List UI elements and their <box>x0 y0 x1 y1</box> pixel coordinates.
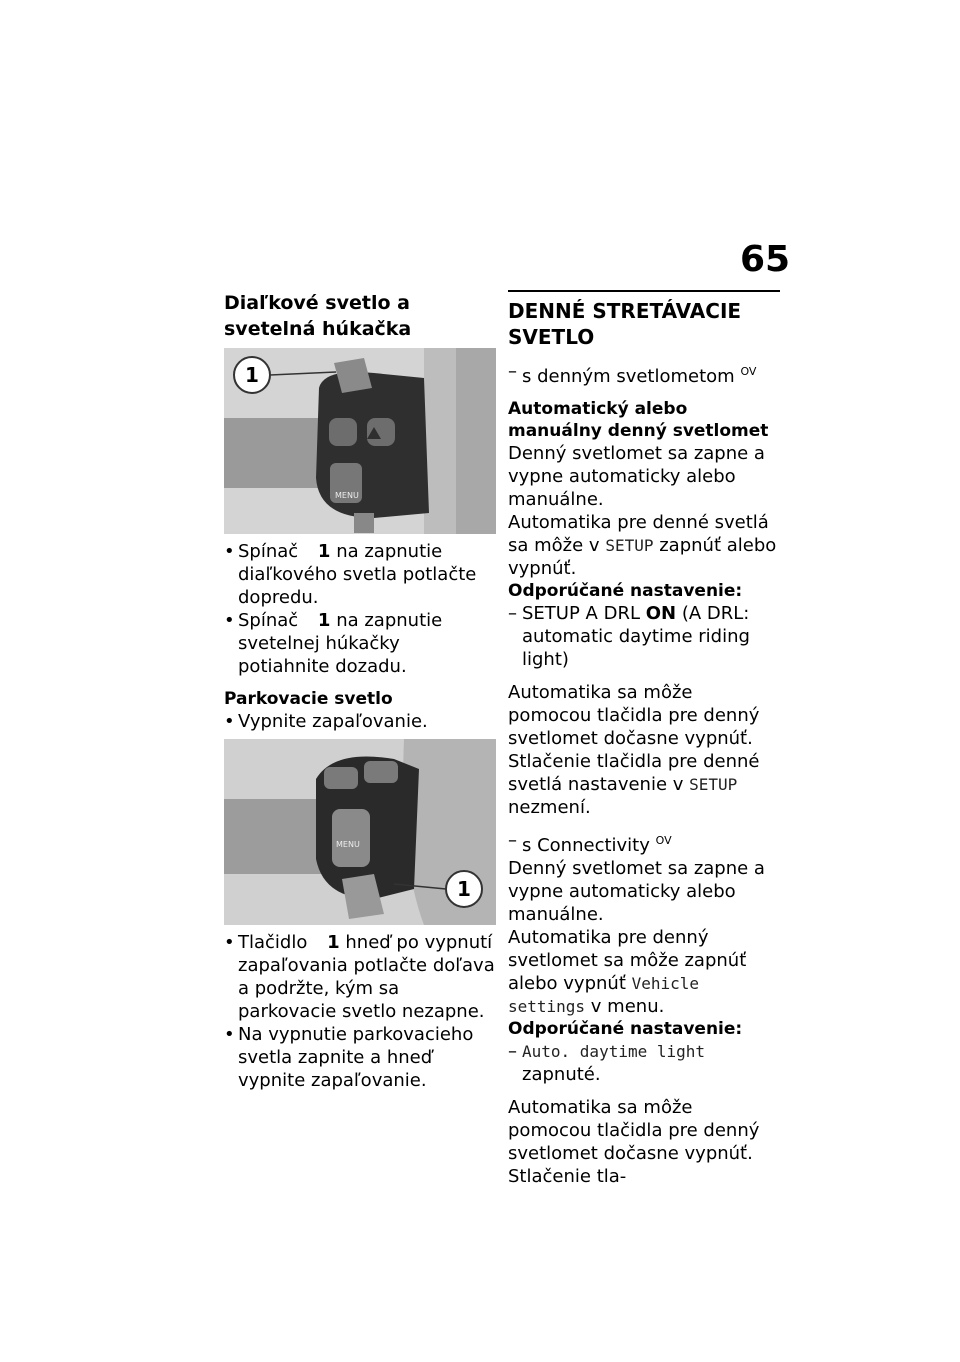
list-item: • Tlačidlo 1 hneď po vypnutí zapaľovania potlačte doľava a podržte, kým sa parkovacie svetlo nezapne. <box>224 931 496 1023</box>
paragraph: Denný svetlomet sa zapne a vypne automaticky alebo manuálne. <box>508 443 765 510</box>
list-item: • Vypnite zapaľovanie. <box>224 710 496 733</box>
ov-badge: OV <box>740 365 757 378</box>
left-column <box>224 290 496 1092</box>
recommended-setting: – SETUP A DRL ON (A DRL: automatic daytime riding light) <box>508 602 780 671</box>
paragraph: Automatika pre denné svetlá sa môže v SETUP zapnúť alebo vypnúť. <box>508 512 777 579</box>
section-heading-high-beam: Diaľkové svetlo a svetelná húkačka <box>224 292 412 340</box>
recommended-setting-heading: Odporúčané nastavenie: <box>508 581 743 601</box>
parking-light-instructions <box>224 931 496 1092</box>
paragraph: Automatika sa môže pomocou tlačidla pre denný svetlomet dočasne vypnúť. Stlačenie tlačidla pre denné svetlá nastavenie v SETUP nezmení. <box>508 682 760 818</box>
handlebar-switch-illustration <box>224 348 496 534</box>
section-title-drl: DENNÉ STRETÁVACIE SVETLO <box>508 290 780 350</box>
figure-high-beam-switch <box>224 348 496 534</box>
ov-badge: OV <box>655 834 672 847</box>
paragraph: Automatika pre denný svetlomet sa môže zapnúť alebo vypnúť Vehicle settings v menu. <box>508 927 747 1017</box>
variant-label: – s Connectivity $^{OV}$ <box>508 829 780 857</box>
recommended-setting: – Auto. daytime light zapnuté. <box>508 1040 780 1086</box>
parking-light-heading: Parkovacie svetlo <box>224 689 393 709</box>
list-item: • Spínač 1 na zapnutie svetelnej húkačky potiahnite dozadu. <box>224 609 496 678</box>
figure-parking-light-switch <box>224 739 496 925</box>
menu-label-1: MENU <box>335 491 359 500</box>
right-column <box>508 290 780 1188</box>
page-number: 65 <box>740 239 791 280</box>
variant-label: – s denným svetlometom $^{OV}$ <box>508 360 780 388</box>
high-beam-instructions <box>224 540 496 678</box>
figure2-callout-1: 1 <box>457 877 471 901</box>
recommended-setting-heading: Odporúčané nastavenie: <box>508 1019 743 1039</box>
paragraph: Denný svetlomet sa zapne a vypne automaticky alebo manuálne. <box>508 858 765 925</box>
list-item: • Spínač 1 na zapnutie diaľkového svetla potlačte dopredu. <box>224 540 496 609</box>
list-item: • Na vypnutie parkovacieho svetla zapnite a hneď vypnite zapaľovanie. <box>224 1023 496 1092</box>
menu-label-2: MENU <box>336 840 360 849</box>
paragraph: Automatika sa môže pomocou tlačidla pre denný svetlomet dočasne vypnúť. Stlačenie tla- <box>508 1097 760 1187</box>
figure1-callout-1: 1 <box>245 363 259 387</box>
drl-subheading: Automatický alebo manuálny denný svetlomet <box>508 399 769 441</box>
